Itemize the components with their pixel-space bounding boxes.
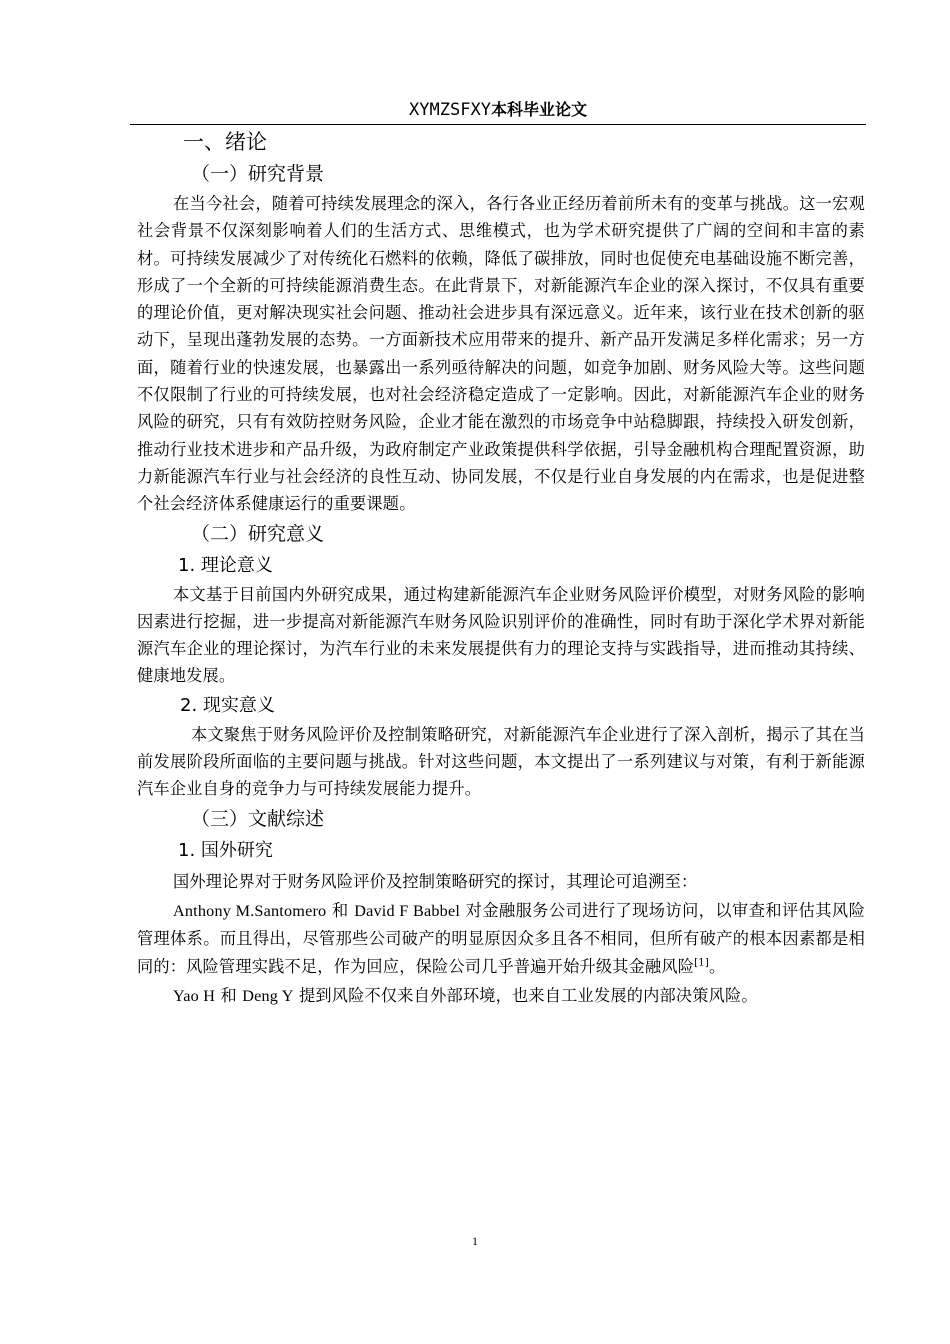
subsection-title-practice: 2. 现实意义 xyxy=(180,694,275,716)
conjunction-and: 和 xyxy=(331,900,349,920)
subsection-title-theory: 1. 理论意义 xyxy=(178,554,273,576)
page-number: 1 xyxy=(472,1234,478,1248)
santomero-end: 。 xyxy=(708,956,726,976)
page-body xyxy=(137,126,865,1012)
author-yao: Yao H xyxy=(173,986,216,1005)
citation-1: [1] xyxy=(694,957,709,969)
author-babbel: David F Babbel xyxy=(354,901,461,920)
chapter-title: 一、绪论 xyxy=(183,130,267,154)
header-code: XYMZSFXY xyxy=(409,100,491,120)
paragraph-background: 在当今社会，随着可持续发展理念的深入，各行各业正经历着前所未有的变革与挑战。这一宏观社会背景不仅深刻影响着人们的生活方式、思维模式，也为学术研究提供了广阔的空间和丰富的素材。可持续发展减少了对传统化石燃料的依赖，降低了碳排放，同时也促使充电基础设施不断完善，形成了一个全新的可持续能源消费生态。在此背景下，对新能源汽车企业的深入探讨，不仅具有重要的理论价值，更对解决现实社会问题、推动社会进步具有深远意义。近年来，该行业在技术创新的驱动下，呈现出蓬勃发展的态势。一方面新技术应用带来的提升、新产品开发满足多样化需求；另一方面，随着行业的快速发展，也暴露出一系列亟待解决的问题，如竞争加剧、财务风险大等。这些问题不仅限制了行业的可持续发展，也对社会经济稳定造成了一定影响。因此，对新能源汽车企业的财务风险的研究，只有有效防控财务风险，企业才能在激烈的市场竞争中站稳脚跟，持续投入研发创新，推动行业技术进步和产品升级，为政府制定产业政策提供科学依据，引导金融机构合理配置资源，助力新能源汽车行业与社会经济的良性互动、协同发展，不仅是行业自身发展的内在需求，也是促进整个社会经济体系健康运行的重要课题。 xyxy=(137,194,865,514)
author-deng: Deng Y xyxy=(242,986,294,1005)
yao-body: 提到风险不仅来自外部环境，也来自工业发展的内部决策风险。 xyxy=(298,985,758,1005)
paragraph-santomero xyxy=(137,897,865,980)
section-title-background: （一）研究背景 xyxy=(191,163,325,185)
paragraph-foreign-intro: 国外理论界对于财务风险评价及控制策略研究的探讨，其理论可追溯至： xyxy=(173,871,698,891)
page-header xyxy=(130,98,866,125)
section-title-significance: （二）研究意义 xyxy=(191,522,325,545)
conjunction-and-2: 和 xyxy=(220,985,237,1005)
subsection-title-foreign: 1. 国外研究 xyxy=(178,839,273,861)
paragraph-yao xyxy=(137,982,865,1010)
header-label: 本科毕业论文 xyxy=(490,100,587,119)
santomero-body: 对金融服务公司进行了现场访问，以审查和评估其风险管理体系。而且得出，尽管那些公司破产的明显原因众多且各不相同，但所有破产的根本因素都是相同的：风险管理实践不足，作为回应，保险公司几乎普遍开始升级其金融风险 xyxy=(137,900,865,976)
paragraph-theory: 本文基于目前国内外研究成果，通过构建新能源汽车企业财务风险评价模型，对财务风险的影响因素进行挖掘，进一步提高对新能源汽车财务风险识别评价的准确性，同时有助于深化学术界对新能源汽车企业的理论探讨，为汽车行业的未来发展提供有力的理论支持与实践指导，进而推动其持续、健康地发展。 xyxy=(137,584,865,686)
author-santomero: Anthony M.Santomero xyxy=(173,901,327,920)
paragraph-practice: 本文聚焦于财务风险评价及控制策略研究，对新能源汽车企业进行了深入剖析，揭示了其在当前发展阶段所面临的主要问题与挑战。针对这些问题，本文提出了一系列建议与对策，有利于新能源汽车企业自身的竞争力与可持续发展能力提升。 xyxy=(137,724,865,799)
section-title-review: （三）文献综述 xyxy=(191,807,325,830)
